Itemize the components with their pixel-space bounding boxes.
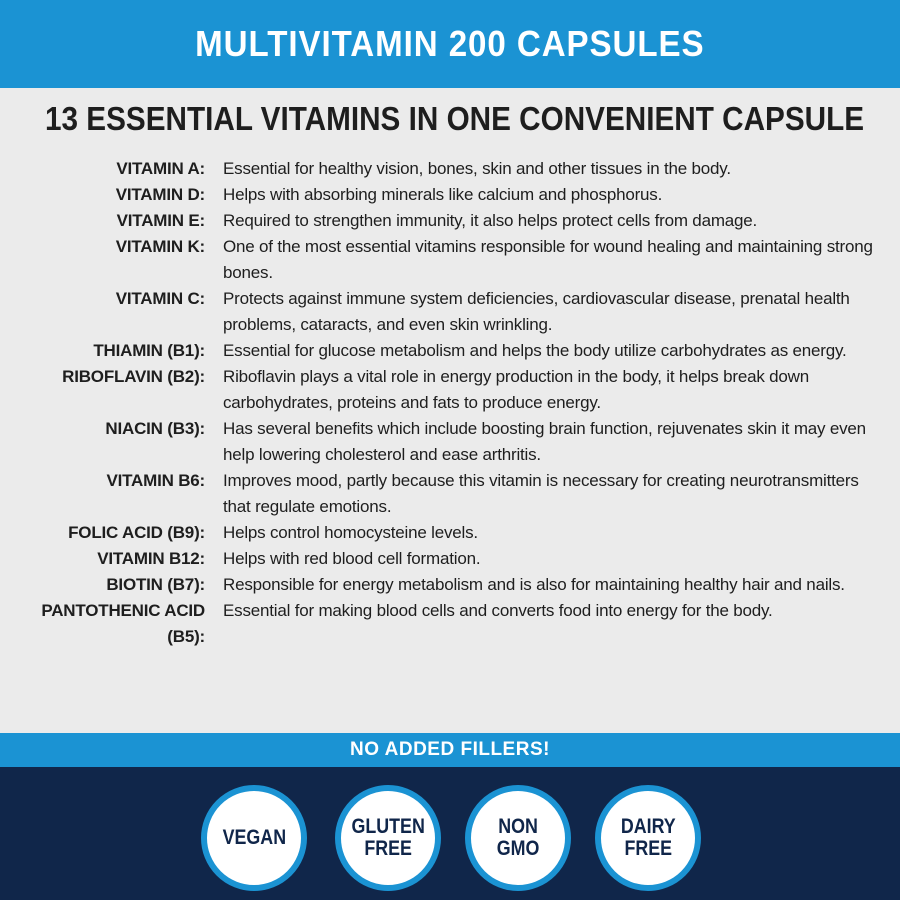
vitamin-description: Protects against immune system deficiencies, cardiovascular disease, prenatal health problems, cataracts, and even skin wrinkling. — [223, 289, 850, 334]
no-fillers-banner — [0, 733, 900, 767]
list-item — [0, 468, 900, 520]
vitamin-description: Helps with absorbing minerals like calcium and phosphorus. — [223, 185, 663, 204]
vitamin-description: Has several benefits which include boosting brain function, rejuvenates skin it may even help lowering cholesterol and ease arthritis. — [223, 419, 866, 464]
vegan-badge — [201, 785, 307, 891]
vitamin-name: VITAMIN B6: — [106, 471, 205, 490]
list-item — [0, 416, 900, 468]
list-item — [0, 208, 900, 234]
vitamin-description: Riboflavin plays a vital role in energy production in the body, it helps break down carbohydrates, proteins and fats to produce energy. — [223, 367, 809, 412]
vitamin-description: Required to strengthen immunity, it also helps protect cells from damage. — [223, 211, 758, 230]
vitamin-name: THIAMIN (B1): — [93, 341, 205, 360]
badge-label: VEGAN — [222, 826, 286, 849]
list-item — [0, 520, 900, 546]
list-item — [0, 182, 900, 208]
list-item — [0, 572, 900, 598]
vitamin-name: VITAMIN K: — [115, 237, 205, 256]
badge-label: GLUTEN FREE — [351, 815, 425, 860]
vitamin-description: Helps control homocysteine levels. — [223, 523, 478, 542]
vitamin-description: Essential for healthy vision, bones, skin and other tissues in the body. — [223, 159, 731, 178]
list-item — [0, 598, 900, 650]
list-item — [0, 286, 900, 338]
vitamin-name: NIACIN (B3): — [105, 419, 205, 438]
vitamin-description: Essential for glucose metabolism and helps the body utilize carbohydrates as energy. — [223, 341, 847, 360]
vitamin-name: VITAMIN D: — [115, 185, 205, 204]
vitamin-description: One of the most essential vitamins responsible for wound healing and maintaining strong bones. — [223, 237, 873, 282]
vitamin-description: Essential for making blood cells and converts food into energy for the body. — [223, 601, 773, 620]
vitamin-name: RIBOFLAVIN (B2): — [62, 367, 205, 386]
vitamin-name: VITAMIN B12: — [97, 549, 205, 568]
page-title: MULTIVITAMIN 200 CAPSULES — [195, 23, 705, 64]
list-item — [0, 156, 900, 182]
badge-label: NON GMO — [496, 815, 540, 860]
vitamin-description: Helps with red blood cell formation. — [223, 549, 481, 568]
subtitle: 13 ESSENTIAL VITAMINS IN ONE CONVENIENT CAPSULE — [45, 100, 865, 137]
vitamin-name: VITAMIN A: — [116, 159, 205, 178]
vitamin-name: VITAMIN C: — [115, 289, 205, 308]
vitamin-name: FOLIC ACID (B9): — [68, 523, 205, 542]
badges-bar — [0, 767, 900, 900]
vitamin-name: VITAMIN E: — [116, 211, 205, 230]
no-fillers-text: NO ADDED FILLERS! — [350, 739, 550, 760]
badge-label: DAIRY FREE — [620, 815, 676, 860]
list-item — [0, 338, 900, 364]
vitamin-description: Responsible for energy metabolism and is also for maintaining healthy hair and nails. — [223, 575, 845, 594]
dairy-free-badge — [595, 785, 701, 891]
gluten-free-badge — [335, 785, 441, 891]
vitamin-description: Improves mood, partly because this vitamin is necessary for creating neurotransmitters that regulate emotions. — [223, 471, 859, 516]
vitamin-list — [0, 156, 900, 650]
vitamin-name: BIOTIN (B7): — [106, 575, 205, 594]
list-item — [0, 546, 900, 572]
list-item — [0, 234, 900, 286]
vitamin-name: PANTOTHENIC ACID (B5): — [41, 601, 205, 646]
title-banner — [0, 0, 900, 88]
non-gmo-badge — [465, 785, 571, 891]
list-item — [0, 364, 900, 416]
